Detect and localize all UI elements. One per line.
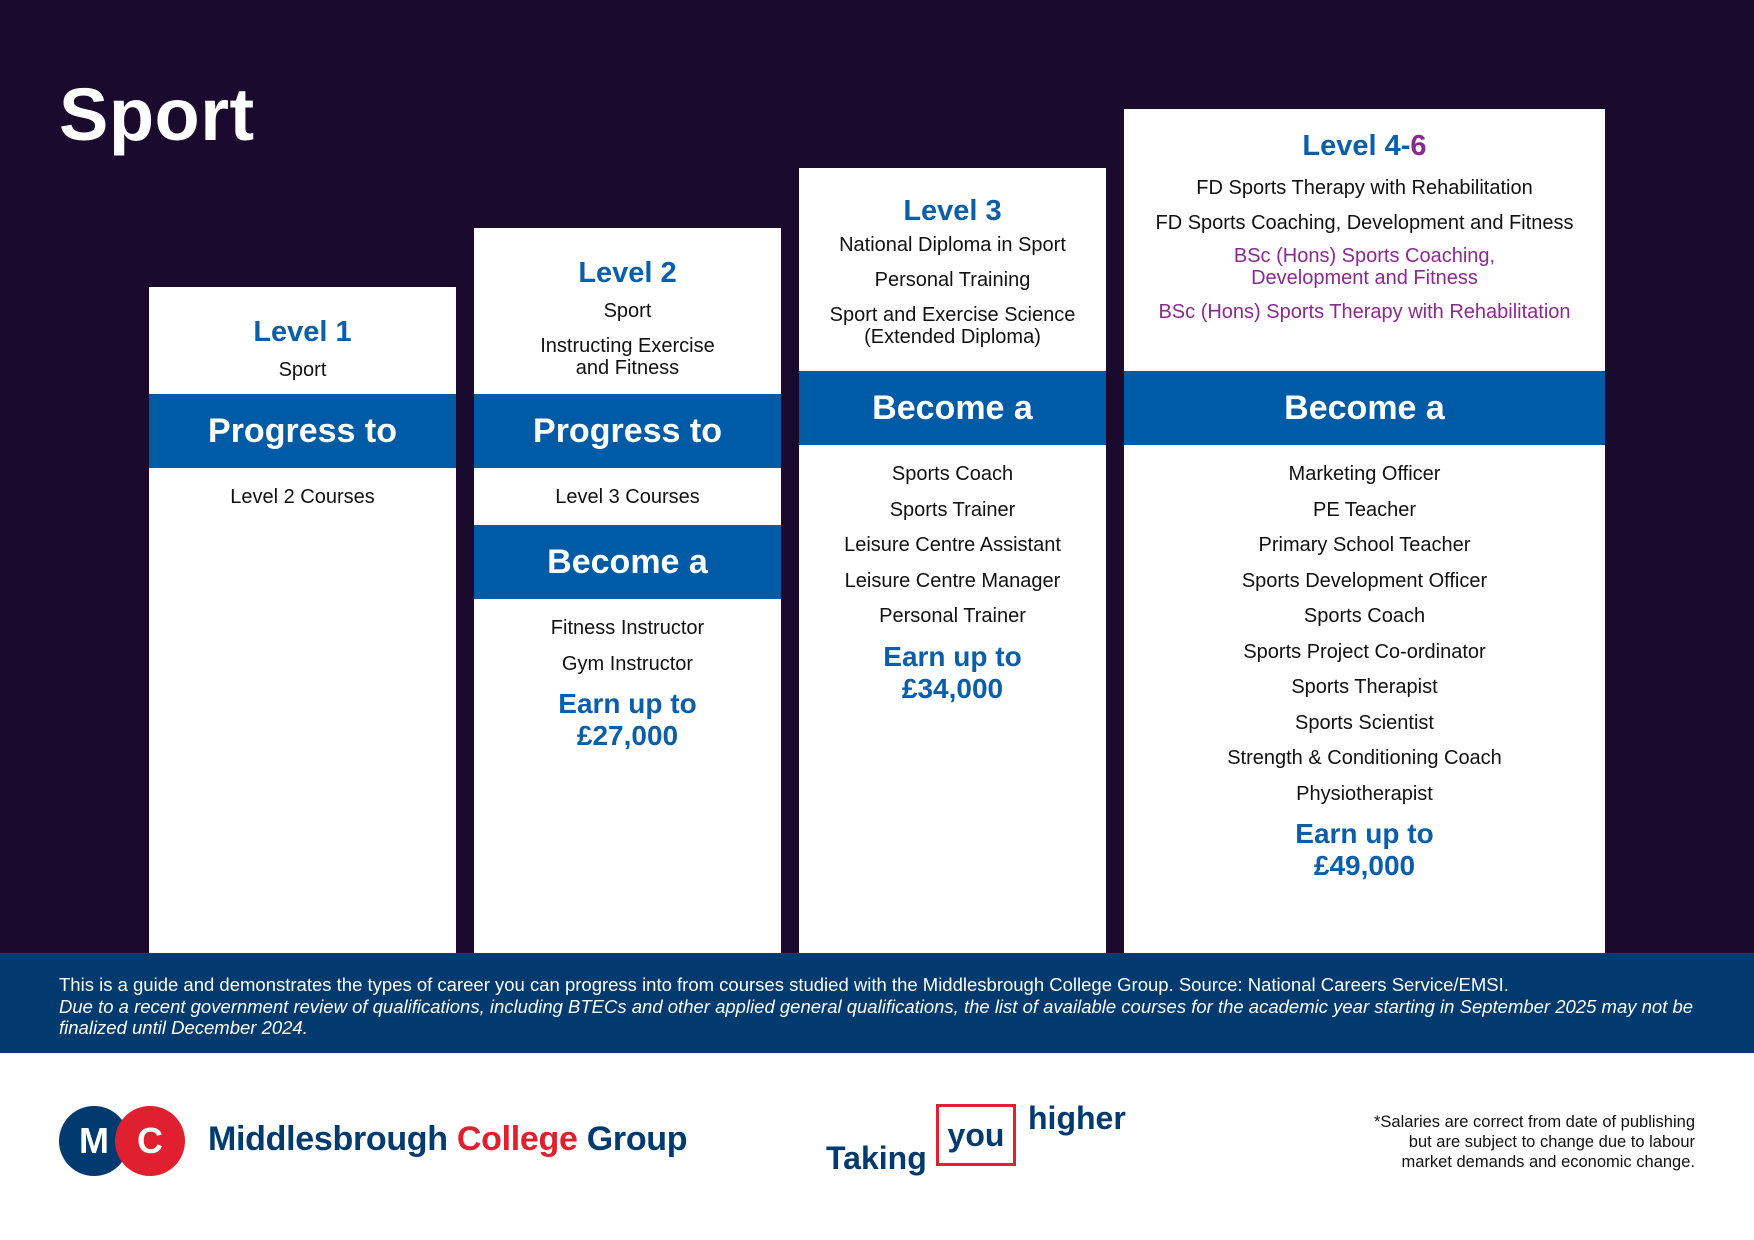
course-item: Personal Training: [874, 269, 1031, 291]
logo-c-circle: C: [115, 1106, 185, 1176]
salary-value: £49,000: [1313, 850, 1416, 881]
earn-up-to-label: Earn up to: [1295, 818, 1434, 849]
career-item: Fitness Instructor: [550, 617, 705, 639]
tagline: [826, 1100, 1136, 1180]
qualification-review-note: Due to a recent government review of qualifications, including BTECs and other applied general qualifications, the list of available courses for the academic year starting in September 2025 may not be finalized until December 2024.: [59, 996, 1694, 1038]
become-a-band: Become a: [799, 371, 1106, 445]
level-3-column: [799, 168, 1106, 953]
career-item: Leisure Centre Manager: [844, 569, 1061, 592]
career-item: Sports Project Co-ordinator: [1243, 640, 1486, 663]
tagline-taking: Taking: [826, 1140, 927, 1176]
career-item: Sports Coach: [1303, 605, 1426, 627]
course-item: Sport: [278, 359, 327, 381]
career-item: Personal Trainer: [879, 605, 1026, 627]
course-item-degree: BSc (Hons) Sports Coaching, Development and Fitness: [1233, 245, 1496, 289]
course-item: FD Sports Therapy with Rehabilitation: [1196, 177, 1533, 199]
progress-item: Level 2 Courses: [230, 486, 375, 508]
salary-value: £34,000: [901, 672, 1004, 704]
career-item: Sports Therapist: [1291, 676, 1438, 698]
college-name: Middlesbrough College Group: [208, 1120, 688, 1158]
info-band: [0, 953, 1754, 1053]
level-2-column: [474, 228, 781, 953]
level-heading: Level 2: [578, 257, 677, 289]
progress-to-band: Progress to: [149, 394, 456, 468]
career-item: Gym Instructor: [561, 652, 694, 675]
career-item: Sports Trainer: [889, 498, 1016, 521]
career-item: Marketing Officer: [1288, 463, 1441, 485]
level-heading: Level 3: [903, 195, 1002, 227]
level-heading: Level 1: [253, 316, 352, 348]
earn-up-to-label: Earn up to: [883, 640, 1022, 672]
earn-up-to-label: Earn up to: [558, 688, 697, 719]
level-4-6-column: [1124, 109, 1605, 953]
career-item: Strength & Conditioning Coach: [1227, 747, 1502, 769]
salary-value: £27,000: [576, 720, 679, 751]
source-note: This is a guide and demonstrates the types of career you can progress into from courses studied with the Middlesbrough College Group. Source: National Careers Service/EMSI.: [59, 974, 1509, 995]
career-item: PE Teacher: [1312, 498, 1417, 521]
career-item: Sports Scientist: [1295, 711, 1434, 734]
career-item: Primary School Teacher: [1258, 534, 1471, 556]
career-item: Sports Coach: [891, 463, 1014, 485]
course-item-degree: BSc (Hons) Sports Therapy with Rehabilitation: [1158, 301, 1571, 323]
career-item: Sports Development Officer: [1241, 569, 1488, 592]
course-item: National Diploma in Sport: [839, 234, 1066, 256]
salary-disclaimer: *Salaries are correct from date of publishing but are subject to change due to labour market demands and economic change.: [1374, 1113, 1695, 1171]
college-logo: [59, 1106, 185, 1176]
become-a-band: Become a: [1124, 371, 1605, 445]
course-item: Instructing Exercise and Fitness: [540, 335, 715, 379]
tagline-higher: higher: [1028, 1100, 1126, 1136]
career-item: Leisure Centre Assistant: [844, 534, 1061, 556]
progress-to-band: Progress to: [474, 394, 781, 468]
tagline-you-box: you: [936, 1104, 1016, 1166]
page-title: Sport: [59, 73, 255, 156]
career-item: Physiotherapist: [1296, 782, 1433, 805]
level-heading: Level 4-6: [1302, 130, 1427, 162]
course-item: FD Sports Coaching, Development and Fitness: [1155, 212, 1574, 234]
course-item: Sport and Exercise Science (Extended Diploma): [829, 304, 1076, 348]
level-1-column: [149, 287, 456, 953]
course-item: Sport: [603, 300, 652, 322]
become-a-band: Become a: [474, 525, 781, 599]
logo-m-circle: M: [59, 1106, 129, 1176]
progress-item: Level 3 Courses: [555, 486, 700, 508]
